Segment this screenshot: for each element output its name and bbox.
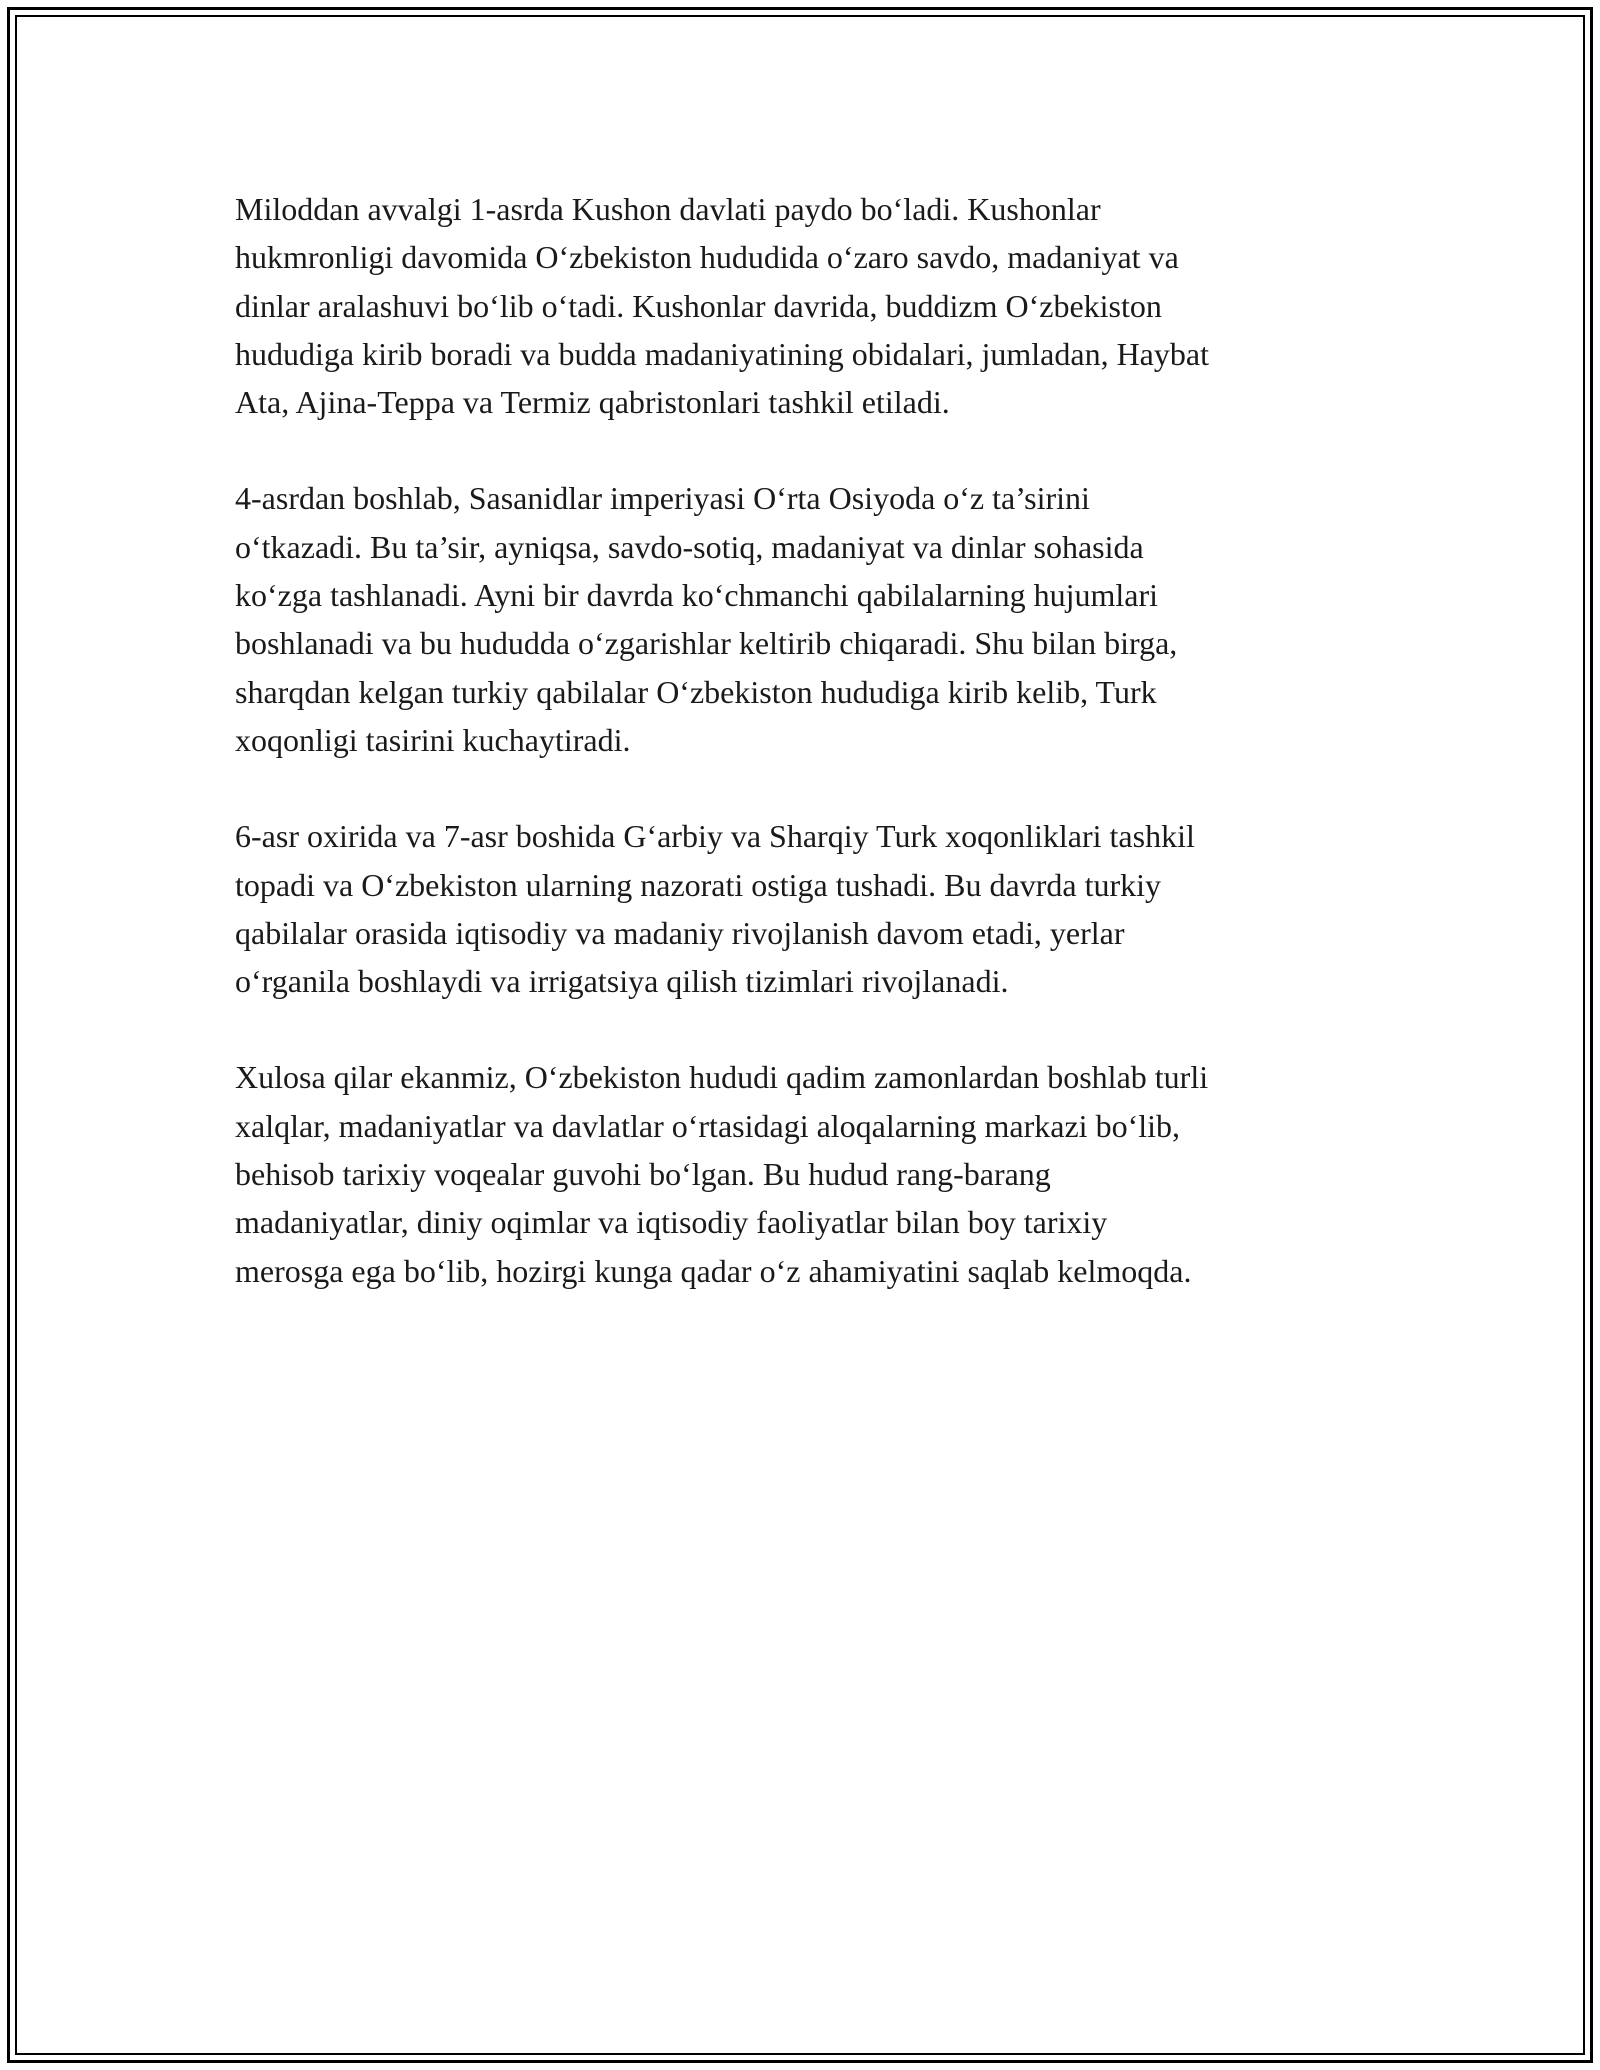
paragraph-turk-khaganates: 6-asr oxirida va 7-asr boshida G‘arbiy va Sharqiy Turk xoqonliklari tashkil topadi va O‘zbekiston ularning nazorati ostiga tushadi. Bu davrda turkiy qabilalar orasida iqtisodiy va madaniy rivojlanish davom etadi, yerlar o‘rganila boshlaydi va irrigatsiya qilish tizimlari rivojlanadi. bbox=[235, 818, 1195, 1000]
paragraph-conclusion: Xulosa qilar ekanmiz, O‘zbekiston hududi qadim zamonlardan boshlab turli xalqlar, madaniyatlar va davlatlar o‘rtasidagi aloqalarning markazi bo‘lib, behisob tarixiy voqealar guvohi bo‘lgan. Bu hudud rang-barang madaniyatlar, diniy oqimlar va iqtisodiy faoliyatlar bilan boy tarixiy merosga ega bo‘lib, hozirgi kunga qadar o‘z ahamiyatini saqlab kelmoqda. bbox=[235, 1059, 1209, 1289]
paragraph-sasanid-empire: 4-asrdan boshlab, Sasanidlar imperiyasi O‘rta Osiyoda o‘z ta’sirini o‘tkazadi. Bu ta’sir, ayniqsa, savdo-sotiq, madaniyat va dinlar sohasida ko‘zga tashlanadi. Ayni bir davrda ko‘chmanchi qabilalarning hujumlari boshlanadi va bu hududda o‘zgarishlar keltirib chiqaradi. Shu bilan birga, sharqdan kelgan turkiy qabilalar O‘zbekiston hududiga kirib kelib, Turk xoqonligi tasirini kuchaytiradi. bbox=[235, 480, 1178, 758]
document-body bbox=[235, 185, 1365, 1343]
paragraph-kushon-state: Miloddan avvalgi 1-asrda Kushon davlati paydo bo‘ladi. Kushonlar hukmronligi davomida O‘zbekiston hududida o‘zaro savdo, madaniyat va dinlar aralashuvi bo‘lib o‘tadi. Kushonlar davrida, buddizm O‘zbekiston hududiga kirib boradi va budda madaniyatining obidalari, jumladan, Haybat Ata, Ajina-Teppa va Termiz qabristonlari tashkil etiladi. bbox=[235, 191, 1209, 421]
